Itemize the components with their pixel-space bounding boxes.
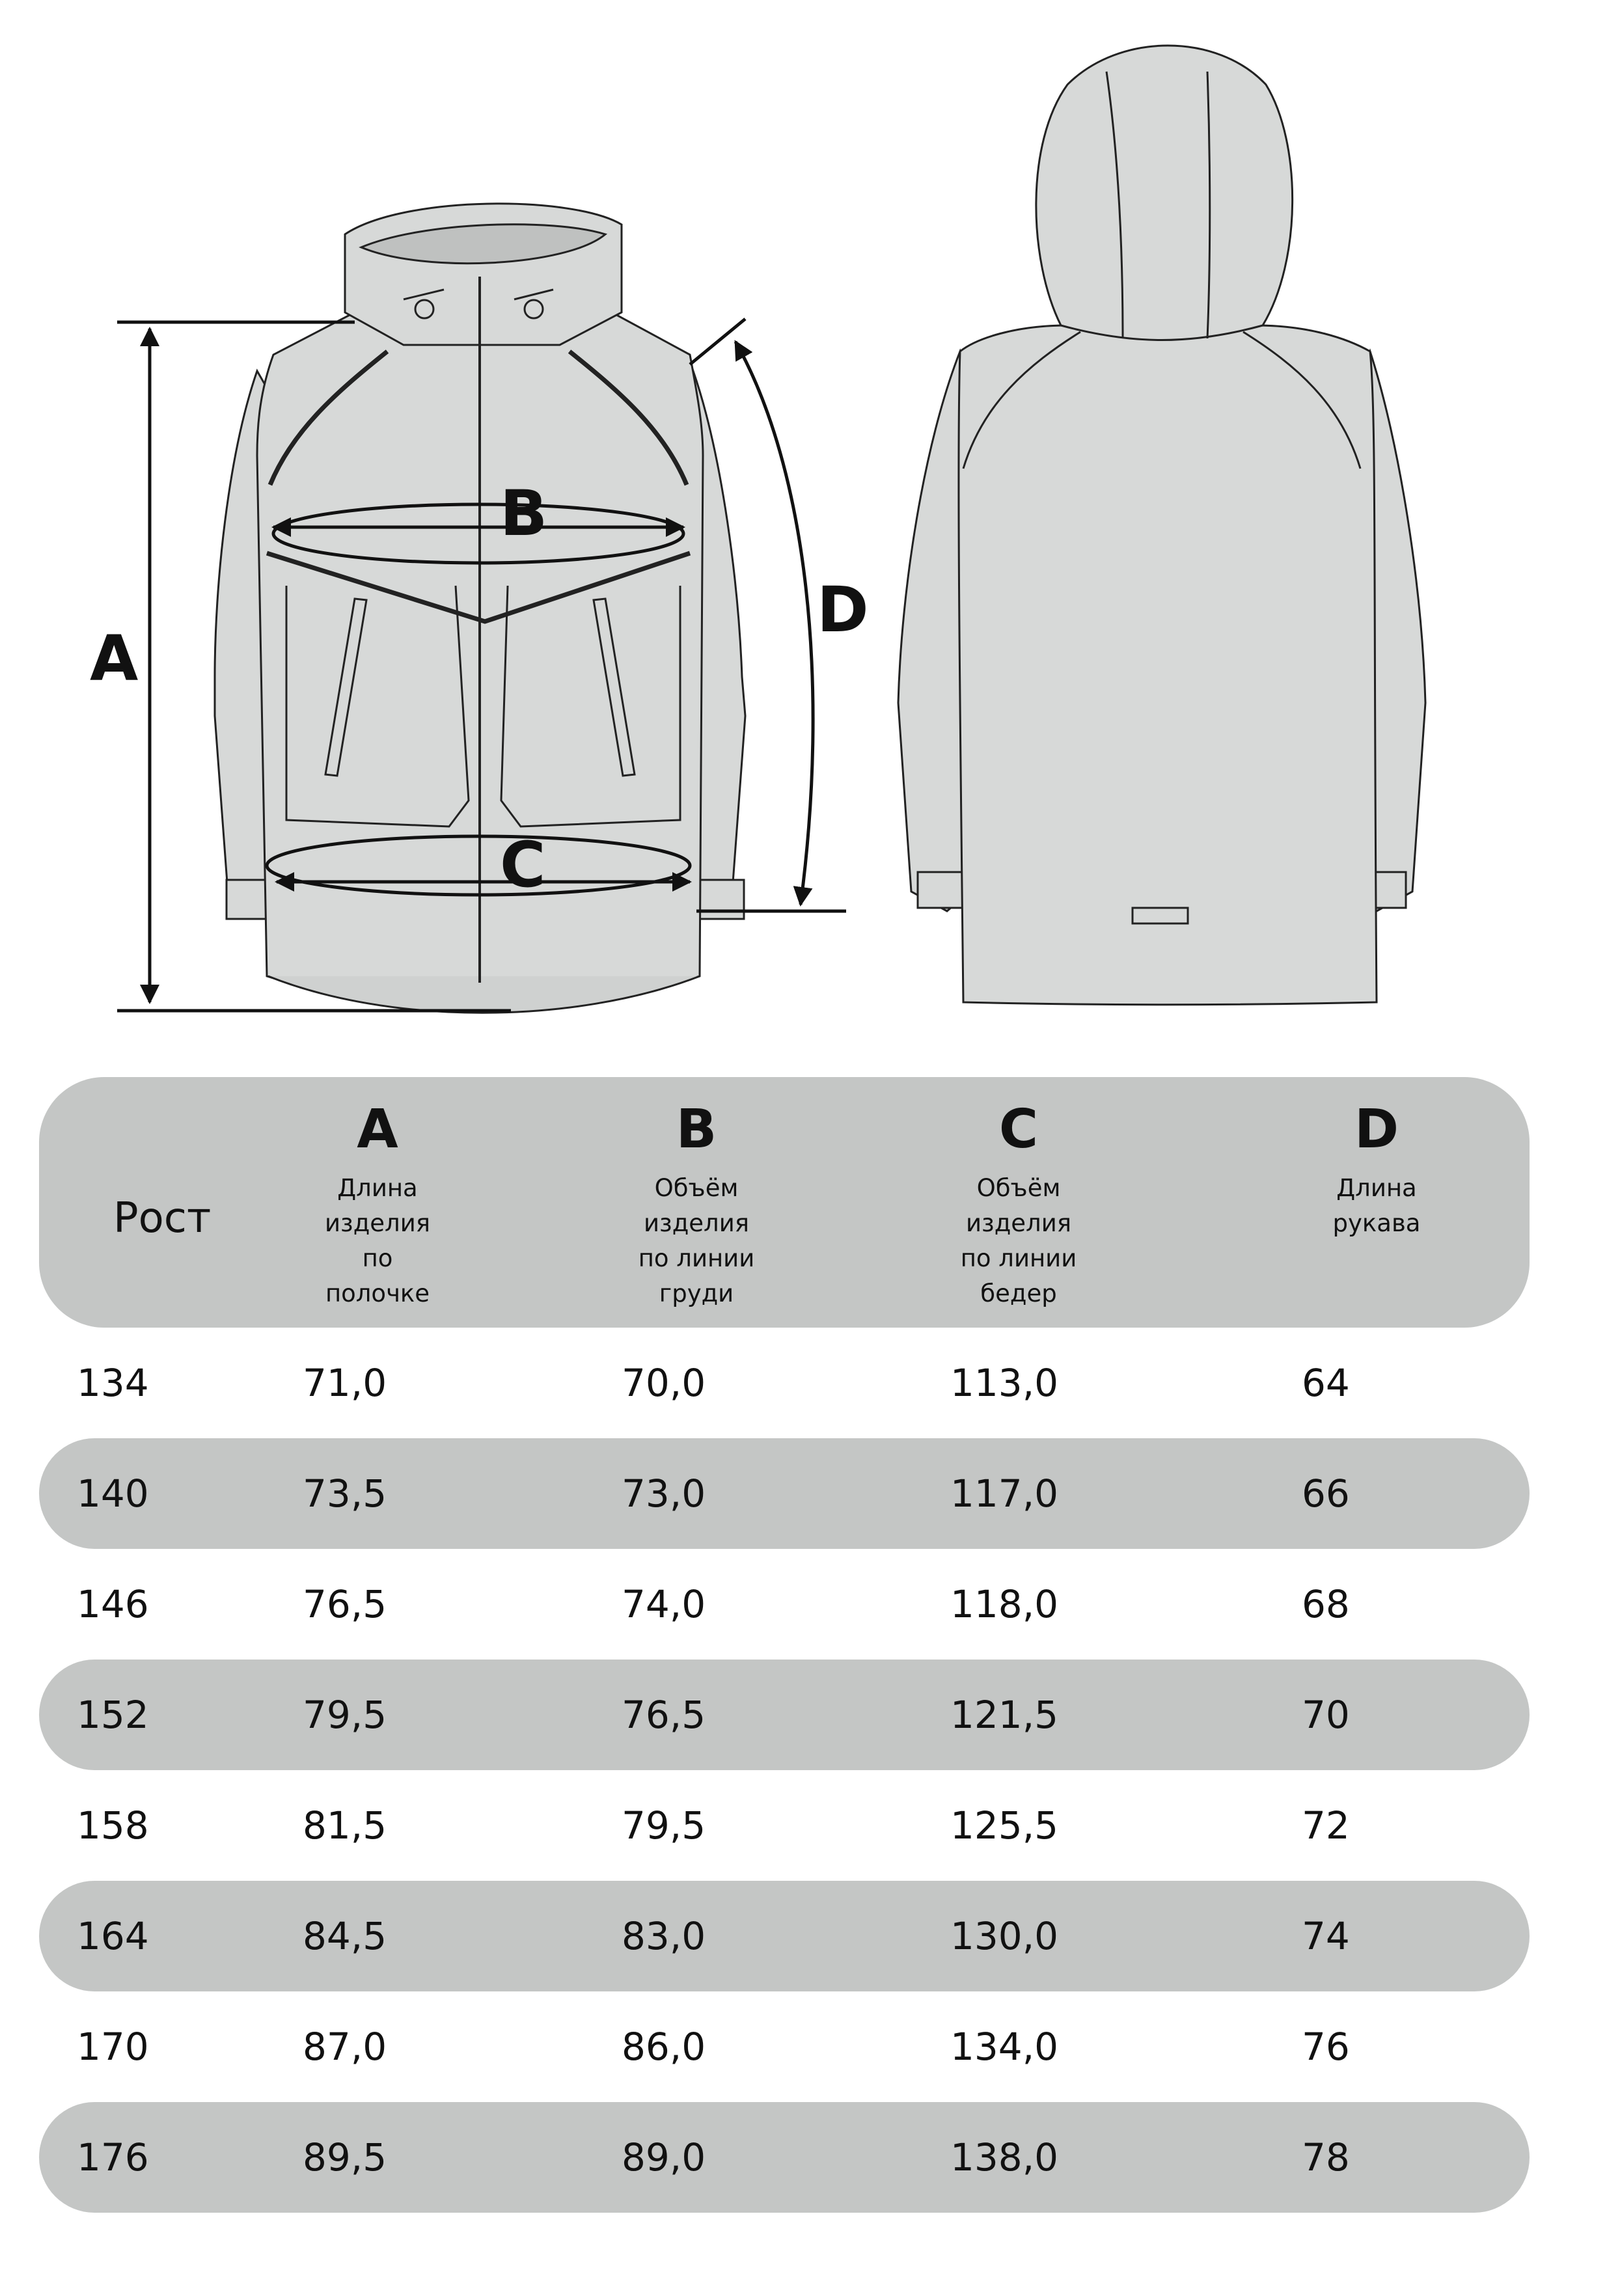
cell-b: 74,0 bbox=[622, 1582, 706, 1626]
cell-d: 74 bbox=[1302, 1914, 1350, 1958]
cell-rost: 134 bbox=[77, 1361, 149, 1405]
label-d: D bbox=[817, 573, 869, 646]
cell-c: 130,0 bbox=[950, 1914, 1059, 1958]
cell-d: 66 bbox=[1302, 1471, 1350, 1516]
cell-b: 70,0 bbox=[622, 1361, 706, 1405]
cell-d: 68 bbox=[1302, 1582, 1350, 1626]
label-c: C bbox=[500, 828, 546, 901]
cell-c: 118,0 bbox=[950, 1582, 1059, 1626]
cell-rost: 176 bbox=[77, 2135, 149, 2180]
table-header bbox=[39, 1077, 1530, 1328]
label-a: A bbox=[90, 622, 139, 695]
header-letter: B bbox=[676, 1099, 717, 1160]
cell-d: 78 bbox=[1302, 2135, 1350, 2180]
jacket-measurement-diagram bbox=[0, 0, 1607, 1041]
header-desc: Объём изделия по линии груди bbox=[638, 1174, 755, 1307]
cell-c: 117,0 bbox=[950, 1471, 1059, 1516]
cell-b: 86,0 bbox=[622, 2025, 706, 2069]
cell-rost: 164 bbox=[77, 1914, 149, 1958]
label-b: B bbox=[500, 477, 548, 550]
cell-a: 79,5 bbox=[303, 1693, 387, 1737]
cell-d: 64 bbox=[1302, 1361, 1350, 1405]
header-letter: D bbox=[1354, 1099, 1399, 1160]
table-row bbox=[39, 1991, 1530, 2102]
cell-rost: 152 bbox=[77, 1693, 149, 1737]
cell-a: 81,5 bbox=[303, 1803, 387, 1848]
cell-c: 138,0 bbox=[950, 2135, 1059, 2180]
cell-a: 87,0 bbox=[303, 2025, 387, 2069]
cell-a: 73,5 bbox=[303, 1471, 387, 1516]
header-col-b bbox=[599, 1099, 794, 1311]
cell-b: 76,5 bbox=[622, 1693, 706, 1737]
header-desc: Длина изделия по полочке bbox=[324, 1174, 431, 1307]
cell-a: 84,5 bbox=[303, 1914, 387, 1958]
cell-a: 76,5 bbox=[303, 1582, 387, 1626]
cell-a: 71,0 bbox=[303, 1361, 387, 1405]
cell-rost: 146 bbox=[77, 1582, 149, 1626]
header-letter: A bbox=[357, 1099, 398, 1160]
header-desc: Объём изделия по линии бедер bbox=[960, 1174, 1077, 1307]
cell-c: 121,5 bbox=[950, 1693, 1059, 1737]
cell-b: 89,0 bbox=[622, 2135, 706, 2180]
table-row bbox=[39, 1549, 1530, 1660]
header-rost: Рост bbox=[113, 1194, 212, 1242]
table-row bbox=[39, 1328, 1530, 1438]
cell-d: 70 bbox=[1302, 1693, 1350, 1737]
cell-c: 125,5 bbox=[950, 1803, 1059, 1848]
header-col-c bbox=[921, 1099, 1116, 1311]
cell-rost: 158 bbox=[77, 1803, 149, 1848]
cell-d: 72 bbox=[1302, 1803, 1350, 1848]
header-col-a bbox=[280, 1099, 475, 1311]
header-col-d bbox=[1279, 1099, 1474, 1241]
cell-rost: 140 bbox=[77, 1471, 149, 1516]
cell-b: 79,5 bbox=[622, 1803, 706, 1848]
cell-a: 89,5 bbox=[303, 2135, 387, 2180]
table-row bbox=[39, 1770, 1530, 1881]
cell-rost: 170 bbox=[77, 2025, 149, 2069]
table-row bbox=[39, 2102, 1530, 2213]
header-desc: Длина рукава bbox=[1332, 1174, 1421, 1237]
cell-d: 76 bbox=[1302, 2025, 1350, 2069]
cell-c: 134,0 bbox=[950, 2025, 1059, 2069]
header-letter: C bbox=[998, 1099, 1039, 1160]
jacket-back-view bbox=[898, 46, 1425, 1005]
table-row bbox=[39, 1660, 1530, 1770]
table-row bbox=[39, 1881, 1530, 1991]
jacket-front-view bbox=[215, 204, 745, 1013]
cell-b: 83,0 bbox=[622, 1914, 706, 1958]
table-row bbox=[39, 1438, 1530, 1549]
cell-b: 73,0 bbox=[622, 1471, 706, 1516]
cell-c: 113,0 bbox=[950, 1361, 1059, 1405]
